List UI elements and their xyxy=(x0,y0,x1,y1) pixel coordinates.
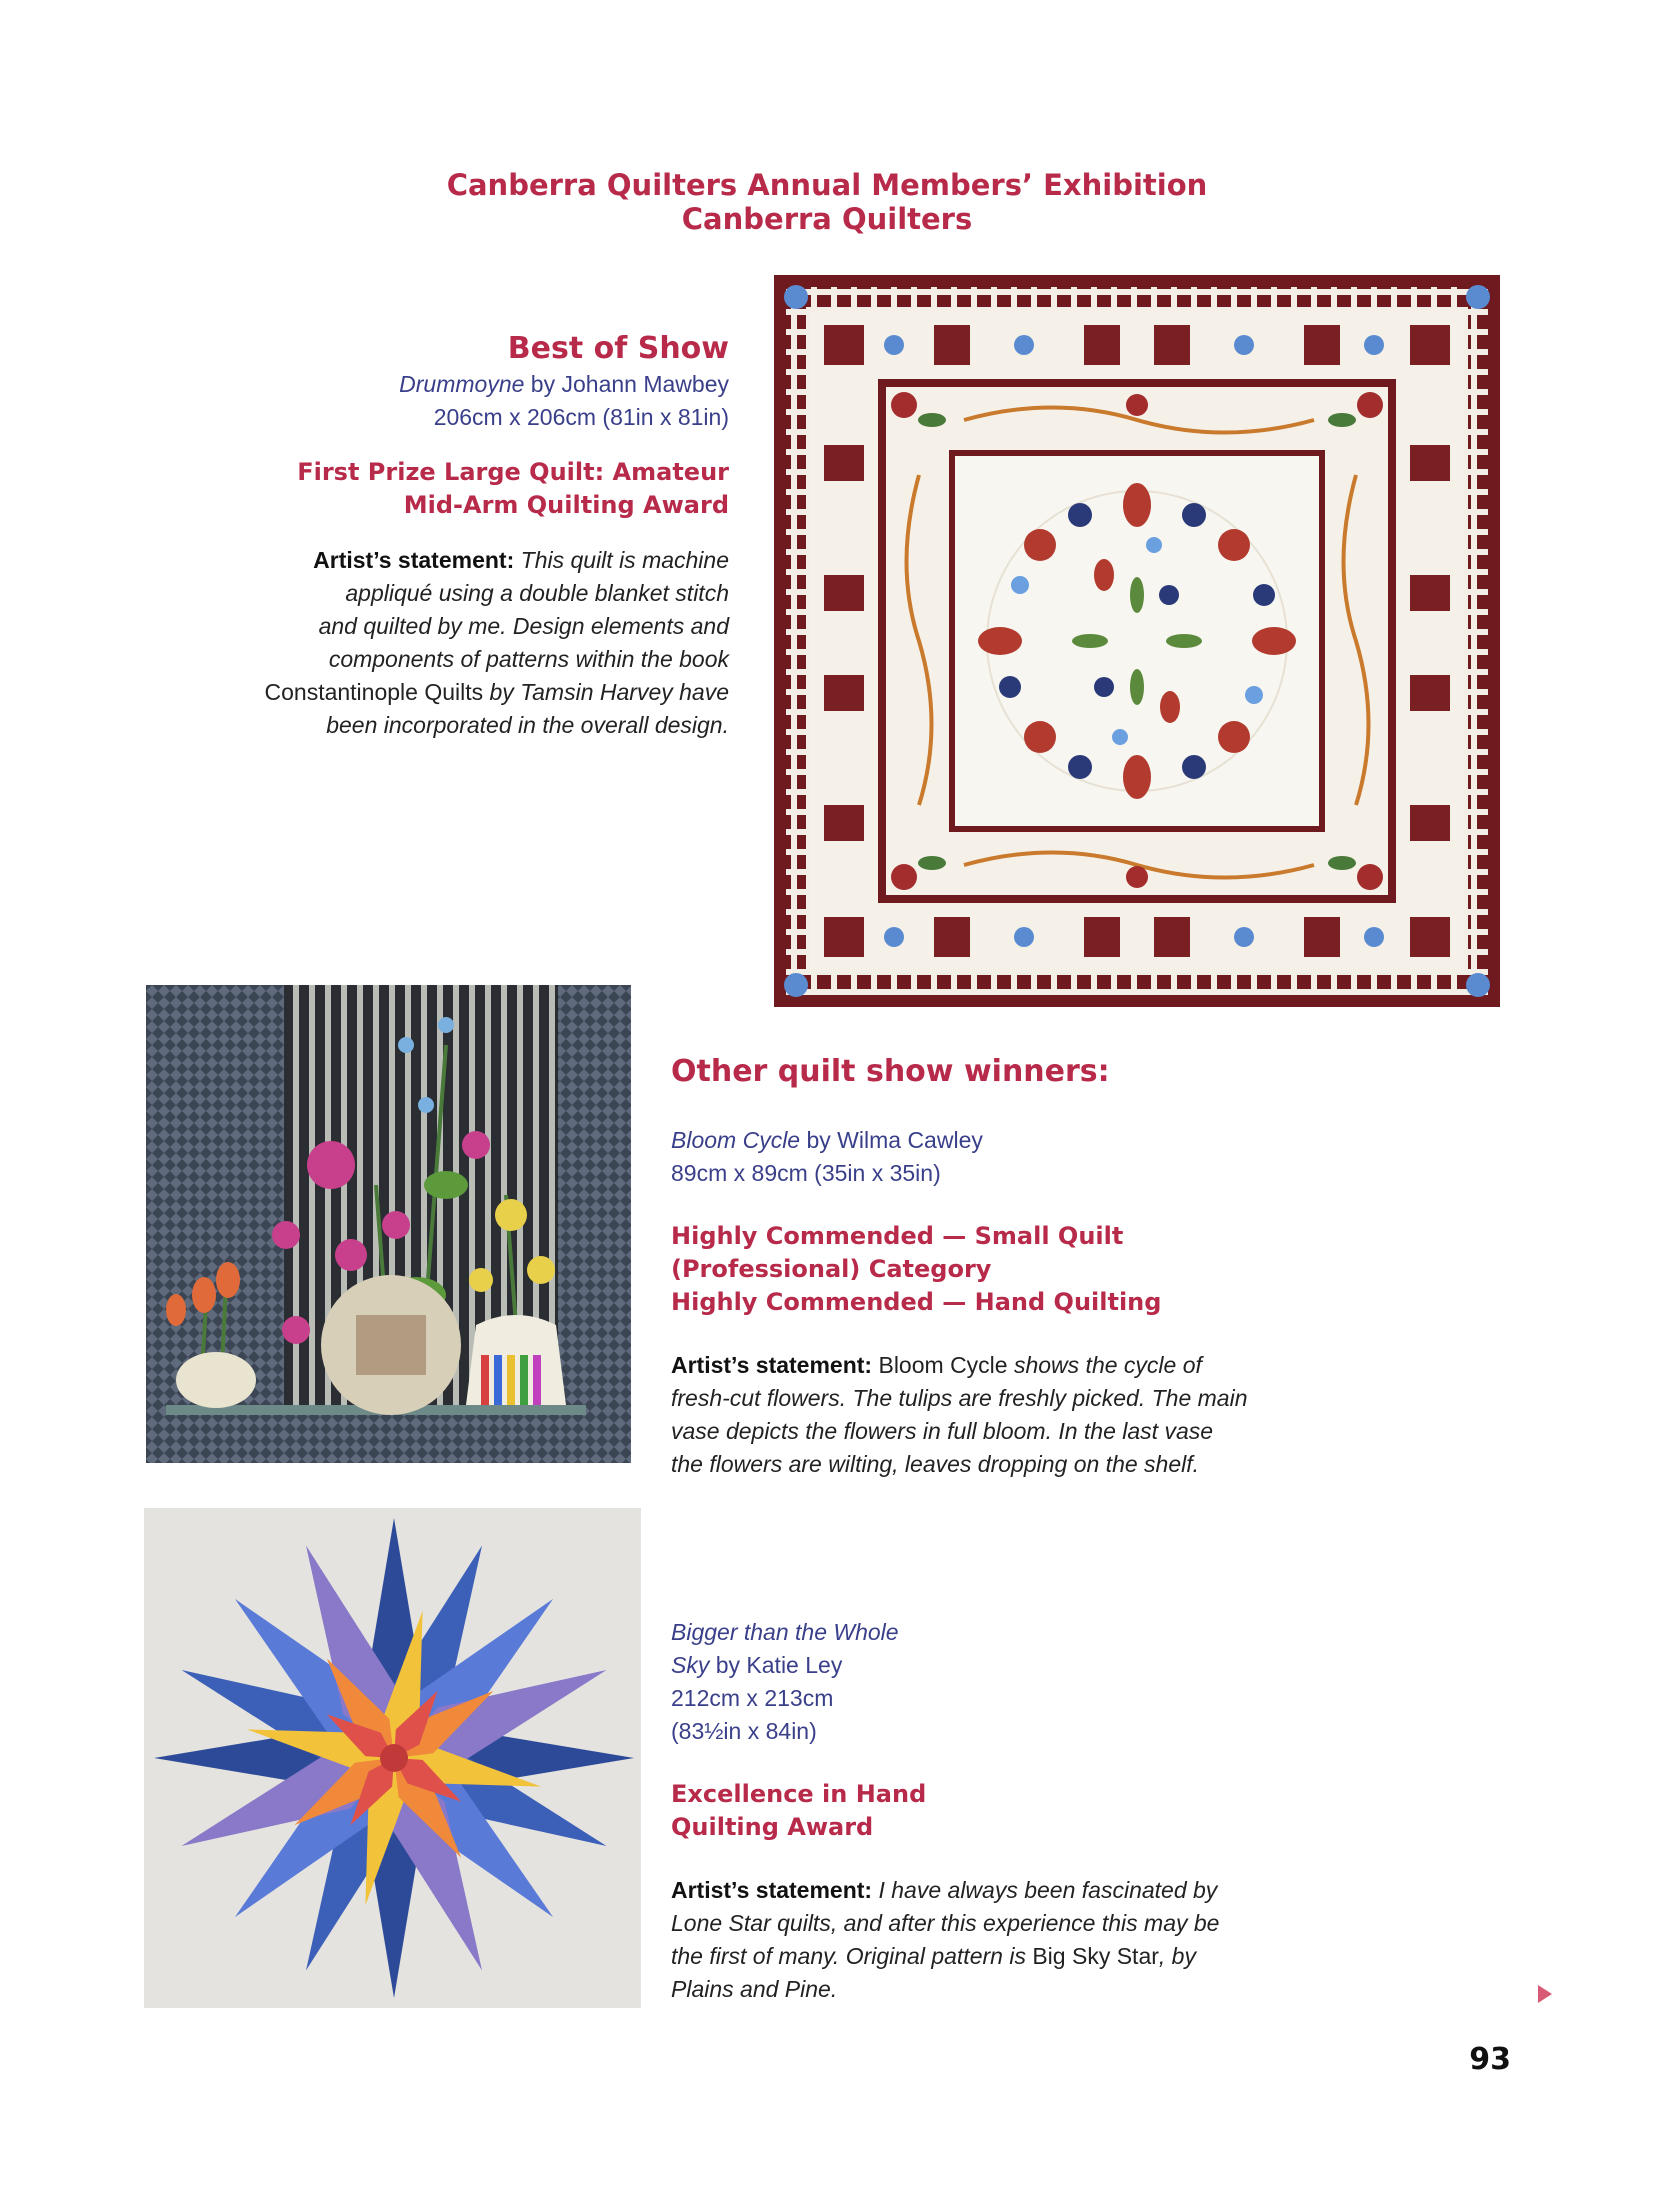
quilt-title: Sky xyxy=(671,1652,710,1678)
quilt-title: Drummoyne xyxy=(399,371,525,397)
other-winners-heading: Other quilt show winners: xyxy=(671,1054,1110,1089)
quilt-size: 206cm x 206cm (81in x 81in) xyxy=(433,404,729,430)
quilt-credit xyxy=(200,368,729,401)
statement-line: This quilt is machine xyxy=(514,547,729,573)
award-line-1: Highly Commended — Small Quilt xyxy=(671,1222,1124,1250)
statement-line: fresh-cut flowers. The tulips are freshly picked. The main xyxy=(671,1385,1248,1411)
statement-line: the first of many. Original pattern is xyxy=(671,1943,1033,1969)
organisation-title: Canberra Quilters xyxy=(681,202,973,236)
exhibition-title: Canberra Quilters Annual Members’ Exhibition xyxy=(446,168,1208,202)
artist-statement xyxy=(671,1349,1371,1481)
page-number: 93 xyxy=(1469,2042,1511,2077)
prize-line-2: Mid-Arm Quilting Award xyxy=(403,491,729,519)
statement-line: Plains and Pine. xyxy=(671,1976,838,2002)
statement-line: been incorporated in the overall design. xyxy=(326,712,729,738)
best-of-show-label: Best of Show xyxy=(507,331,729,366)
statement-line: and quilted by me. Design elements and xyxy=(318,613,729,639)
bloom-cycle-block xyxy=(671,1124,1371,1481)
quilt-maker: by Johann Mawbey xyxy=(524,371,729,397)
bloom-cycle-quilt-image xyxy=(146,985,631,1463)
prize-line-1: First Prize Large Quilt: Amateur xyxy=(297,458,729,486)
statement-line: Lone Star quilts, and after this experience this may be xyxy=(671,1910,1220,1936)
statement-line: , by xyxy=(1158,1943,1196,1969)
quilt-size: 212cm x 213cm xyxy=(671,1685,834,1711)
statement-line: the flowers are wilting, leaves dropping on the shelf. xyxy=(671,1451,1200,1477)
statement-line: shows the cycle of xyxy=(1007,1352,1202,1378)
statement-line: components of patterns within the book xyxy=(328,646,729,672)
award-line-1: Excellence in Hand xyxy=(671,1780,927,1808)
artist-statement xyxy=(671,1874,1371,2006)
next-page-arrow-icon[interactable] xyxy=(1538,1985,1552,2003)
quilt-title: Bloom Cycle xyxy=(671,1127,801,1153)
award-line-2: Quilting Award xyxy=(671,1813,874,1841)
statement-label: Artist’s statement: xyxy=(671,1877,873,1903)
quilt-title: Bigger than the Whole xyxy=(671,1619,899,1645)
drummoyne-quilt-image xyxy=(774,275,1500,1007)
award-line-2: (Professional) Category xyxy=(671,1255,992,1283)
bigger-than-the-whole-sky-quilt-image xyxy=(144,1508,641,2008)
best-of-show-block xyxy=(200,330,729,742)
statement-line: appliqué using a double blanket stitch xyxy=(345,580,729,606)
award-line-3: Highly Commended — Hand Quilting xyxy=(671,1288,1162,1316)
statement-label: Artist’s statement: xyxy=(313,547,515,573)
statement-label: Artist’s statement: xyxy=(671,1352,873,1378)
quilt-maker: by Wilma Cawley xyxy=(800,1127,983,1153)
quilt-title-ref: Bloom Cycle xyxy=(872,1352,1008,1378)
statement-line: I have always been fascinated by xyxy=(872,1877,1218,1903)
statement-line: vase depicts the flowers in full bloom. In the last vase xyxy=(671,1418,1214,1444)
pattern-name: Big Sky Star xyxy=(1032,1943,1159,1969)
quilt-size-imperial: (83½in x 84in) xyxy=(671,1718,817,1744)
artist-statement xyxy=(200,544,729,742)
statement-line: by Tamsin Harvey have xyxy=(483,679,729,705)
book-title: Constantinople Quilts xyxy=(264,679,484,705)
quilt-size: 89cm x 89cm (35in x 35in) xyxy=(671,1160,941,1186)
quilt-maker: by Katie Ley xyxy=(709,1652,843,1678)
sky-quilt-block xyxy=(671,1616,1371,2006)
